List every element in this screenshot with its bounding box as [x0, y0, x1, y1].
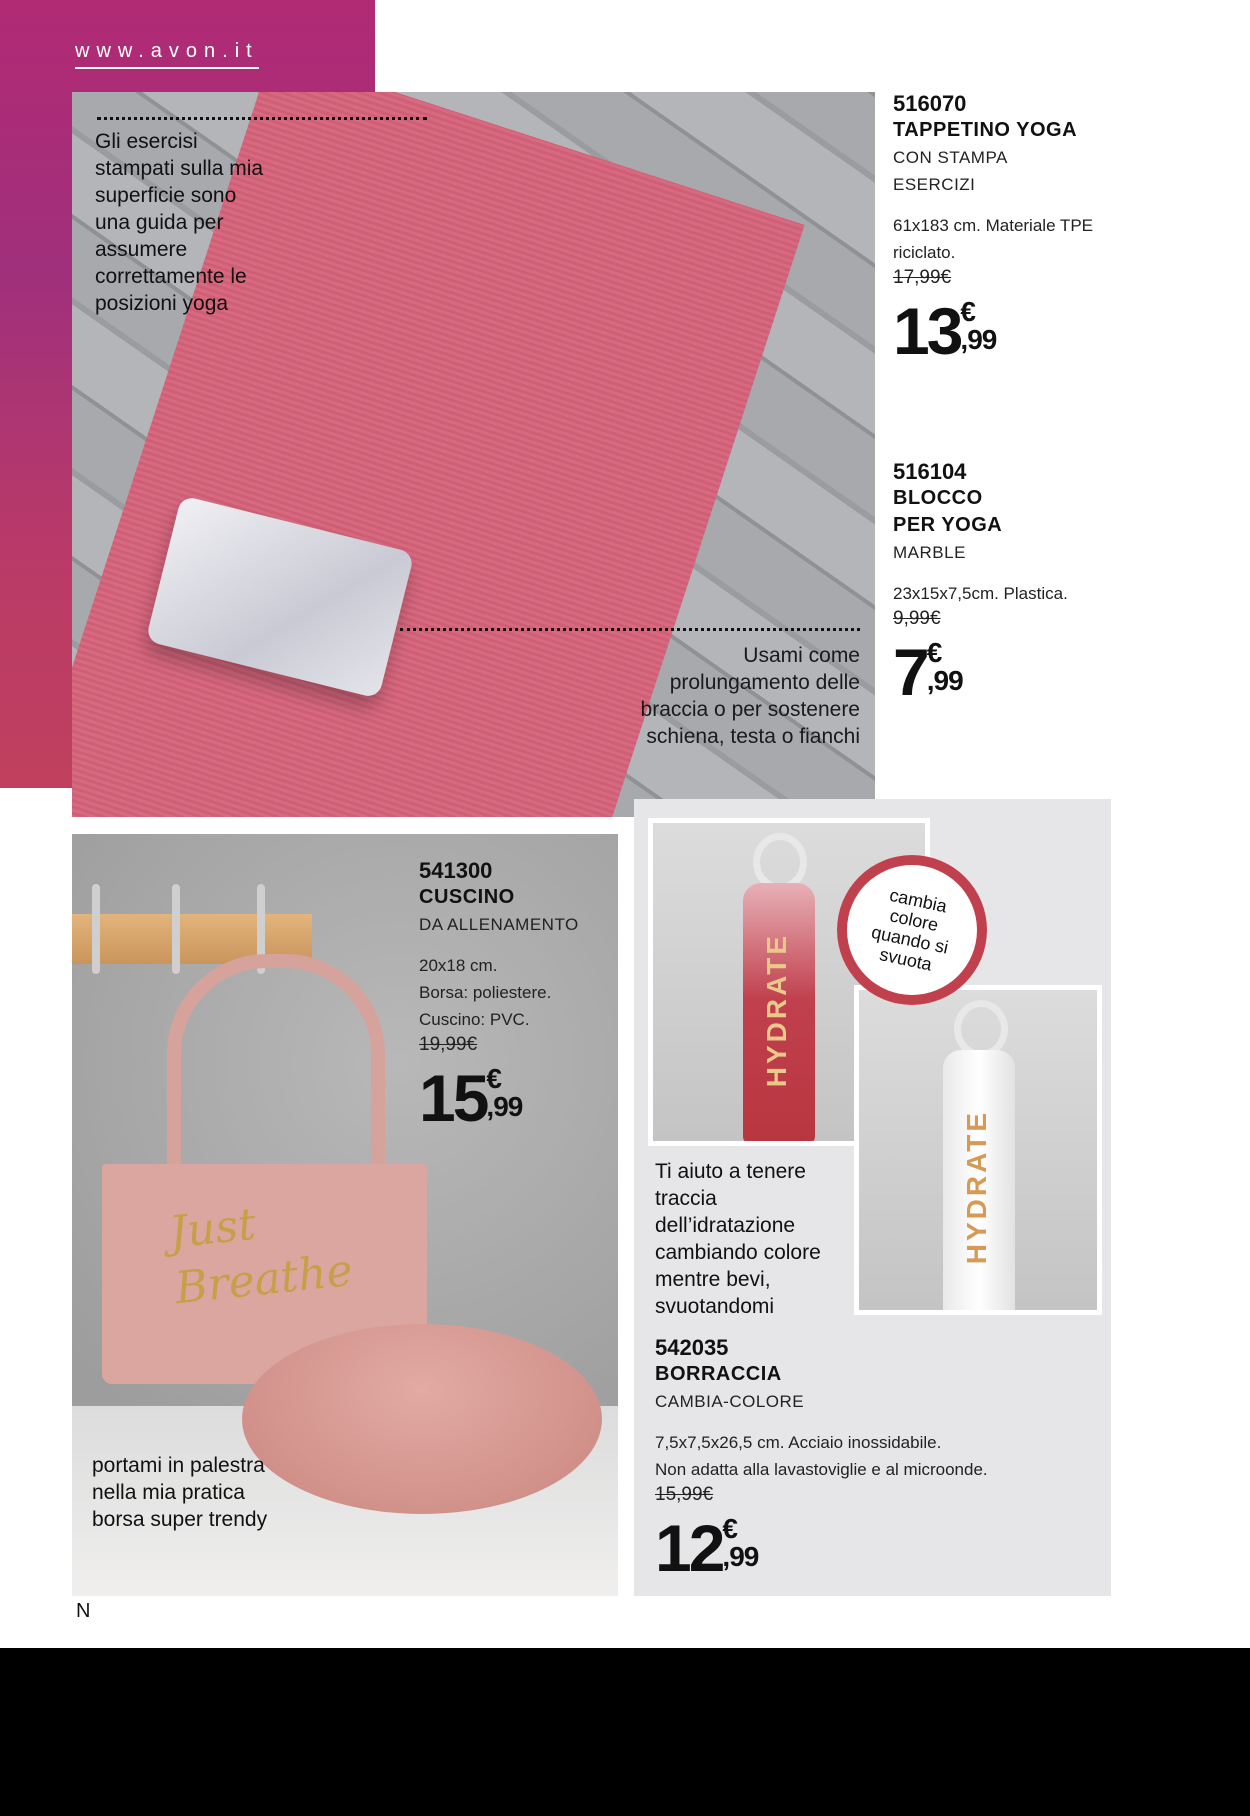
price-integer: 7 — [893, 635, 927, 709]
color-change-badge — [837, 855, 987, 1005]
price-decimal: ,99 — [486, 1091, 523, 1122]
price — [893, 635, 1223, 709]
price-currency: € — [926, 637, 943, 668]
product-name-line1: BLOCCO — [893, 487, 983, 509]
product-description: 23x15x7,5cm. Plastica. — [893, 584, 1068, 603]
price-integer: 13 — [893, 294, 961, 368]
cushion-callout: portami in palestra nella mia pratica borsa super trendy — [92, 1454, 268, 1531]
product-subtitle: MARBLE — [893, 543, 966, 562]
old-price: 17,99€ — [893, 267, 952, 288]
product-description-line2: Non adatta alla lavastoviglie e al microonde. — [655, 1460, 988, 1479]
product-subtitle: CON STAMPA ESERCIZI — [893, 148, 1007, 194]
price-currency: € — [486, 1063, 502, 1094]
page-letter: N — [76, 1600, 91, 1622]
block-product-info — [893, 458, 1223, 709]
price-decimal: ,99 — [722, 1541, 759, 1572]
product-description-line1: 7,5x7,5x26,5 cm. Acciaio inossidabile. — [655, 1433, 942, 1452]
product-code: 542035 — [655, 1335, 729, 1360]
site-url-link[interactable]: www.avon.it — [75, 40, 259, 69]
product-code: 516104 — [893, 459, 967, 484]
mat-product-info — [893, 90, 1223, 368]
price-currency: € — [960, 296, 976, 327]
price-decimal: ,99 — [926, 665, 963, 696]
block-callout-divider — [400, 628, 860, 631]
price — [893, 294, 1223, 368]
product-name: BORRACCIA — [655, 1363, 782, 1385]
block-callout: Usami come prolungamento delle braccia o per sostenere schiena, testa o fianchi — [640, 644, 860, 748]
product-subtitle: DA ALLENAMENTO — [419, 915, 579, 934]
product-description-line2: Borsa: poliestere. — [419, 983, 552, 1002]
price-currency: € — [722, 1513, 738, 1544]
bag-handle — [167, 954, 385, 1198]
product-name: CUSCINO — [419, 886, 515, 908]
bottle-product-info — [655, 1334, 1105, 1585]
bottle-callout: Ti aiuto a tenere traccia dell’idratazione cambiando colore mentre bevi, svuotandomi — [655, 1160, 821, 1318]
price-decimal: ,99 — [960, 324, 997, 355]
price-integer: 12 — [655, 1511, 723, 1585]
mat-callout: Gli esercisi stampati sulla mia superficie sono una guida per assumere correttamente le posizioni yoga — [95, 130, 264, 315]
bag-print-text: Just Breathe — [166, 1198, 355, 1315]
product-description-line1: 20x18 cm. — [419, 956, 498, 975]
white-bottle-photo — [854, 985, 1102, 1315]
bottle-print-text: HYDRATE — [761, 933, 792, 1088]
old-price: 15,99€ — [655, 1484, 714, 1505]
product-description: 61x183 cm. Materiale TPE riciclato. — [893, 216, 1093, 262]
cushion-product-info — [419, 857, 619, 1135]
hook-icon — [172, 884, 180, 974]
bottom-black-bar — [0, 1648, 1250, 1816]
product-description-line3: Cuscino: PVC. — [419, 1010, 530, 1029]
mat-callout-divider — [97, 117, 427, 120]
old-price: 9,99€ — [893, 608, 941, 629]
product-code: 516070 — [893, 91, 967, 116]
price — [419, 1061, 619, 1135]
product-subtitle: CAMBIA-COLORE — [655, 1392, 805, 1411]
training-cushion — [242, 1324, 602, 1514]
product-name: TAPPETINO YOGA — [893, 119, 1078, 141]
product-name-line2: PER YOGA — [893, 514, 1003, 536]
price — [655, 1511, 1105, 1585]
hook-icon — [92, 884, 100, 974]
price-integer: 15 — [419, 1061, 487, 1135]
badge-text: cambia colore quando si svuota — [869, 884, 951, 975]
old-price: 19,99€ — [419, 1034, 478, 1055]
product-code: 541300 — [419, 858, 493, 883]
bottle-print-text: HYDRATE — [961, 1110, 992, 1265]
